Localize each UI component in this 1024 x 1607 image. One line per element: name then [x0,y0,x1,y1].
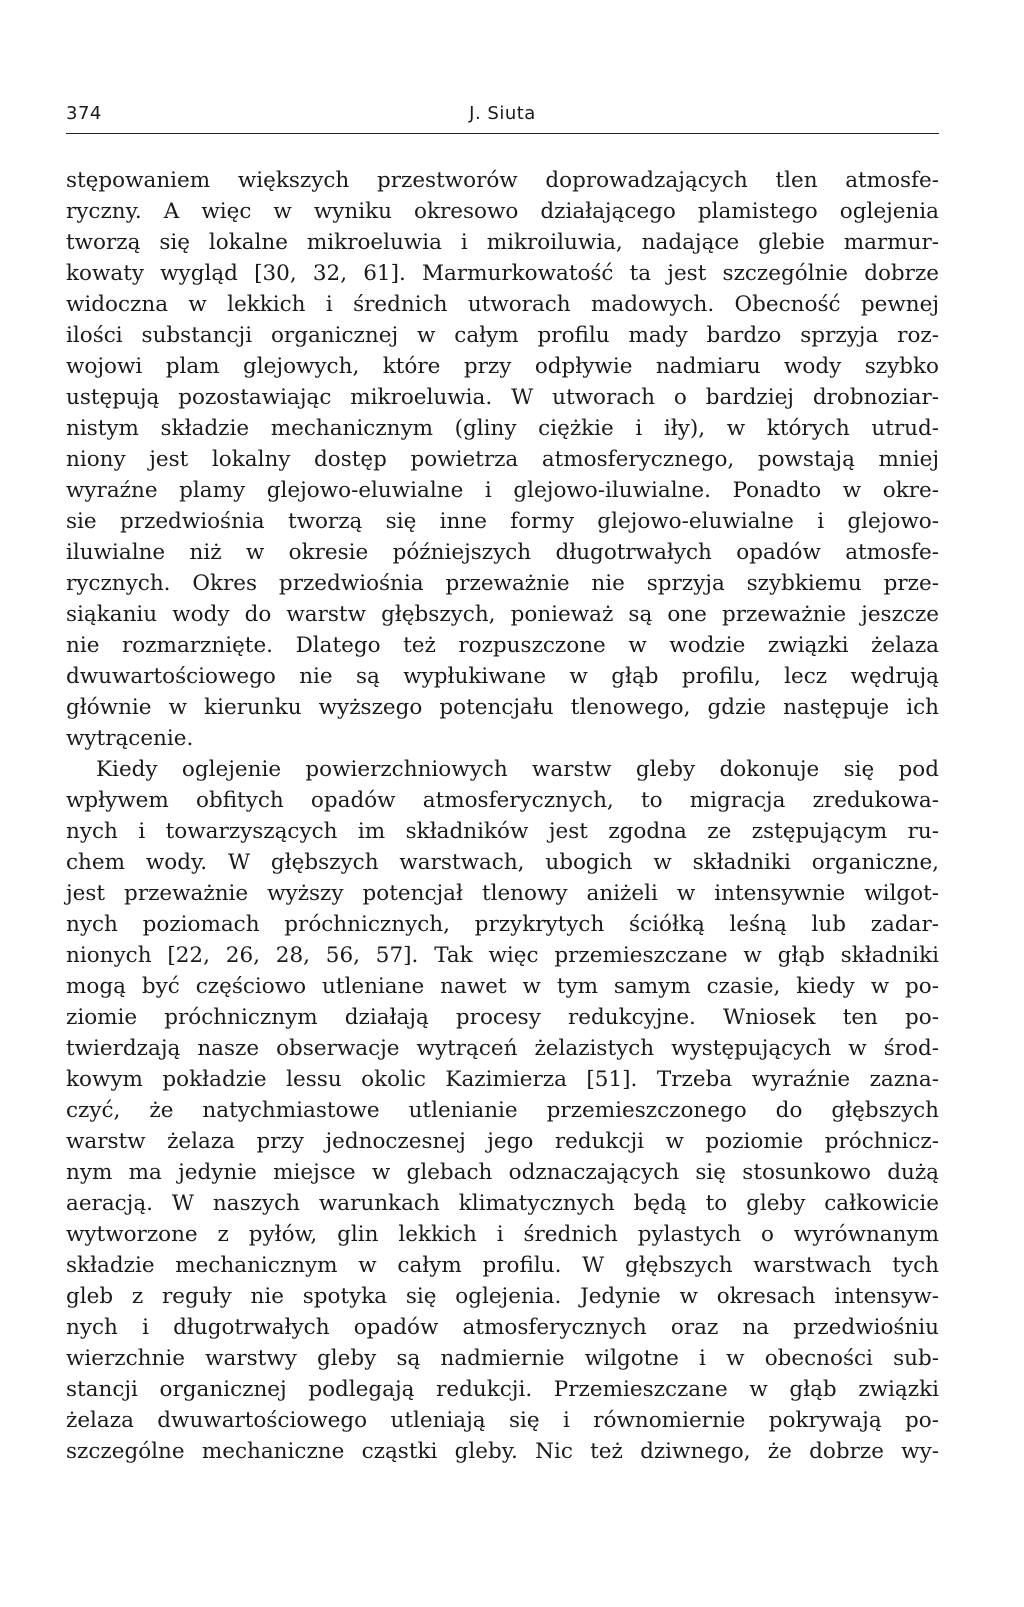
text-line: czyć, że natychmiastowe utlenianie przemieszczonego do głębszych [66,1098,939,1123]
text-line: głównie w kierunku wyższego potencjału tlenowego, gdzie następuje ich [66,695,939,720]
running-head-author: J. Siuta [469,103,536,124]
text-line: nistym składzie mechanicznym (gliny ciężkie i iły), w których utrud- [66,416,939,441]
text-line: nych i długotrwałych opadów atmosferycznych oraz na przedwiośniu [66,1315,939,1340]
text-line: tworzą się lokalne mikroeluwia i mikroiluwia, nadające glebie marmur- [66,230,939,255]
paragraph [66,754,939,1467]
body-text [66,165,939,1467]
text-line: twierdzają nasze obserwacje wytrąceń żelazistych występujących w środ- [66,1036,939,1061]
text-line: nionych [22, 26, 28, 56, 57]. Tak więc przemieszczane w głąb składniki [66,943,939,968]
text-line: widoczna w lekkich i średnich utworach madowych. Obecność pewnej [66,292,939,317]
text-line: Kiedy oglejenie powierzchniowych warstw gleby dokonuje się pod [96,757,939,782]
text-line: nym ma jedynie miejsce w glebach odznaczających się stosunkowo dużą [66,1160,939,1185]
text-line: szczególne mechaniczne cząstki gleby. Nic też dziwnego, że dobrze wy- [66,1439,939,1464]
text-line: aeracją. W naszych warunkach klimatycznych będą to gleby całkowicie [66,1191,939,1216]
text-line: dwuwartościowego nie są wypłukiwane w głąb profilu, lecz wędrują [66,664,939,689]
text-line: rycznych. Okres przedwiośnia przeważnie nie sprzyja szybkiemu prze- [66,571,939,596]
text-line: sie przedwiośnia tworzą się inne formy glejowo-eluwialne i glejowo- [66,509,939,534]
page-number: 374 [66,103,102,124]
text-line: wyraźne plamy glejowo-eluwialne i glejowo-iluwialne. Ponadto w okre- [66,478,939,503]
text-line: nych i towarzyszących im składników jest zgodna ze zstępującym ru- [66,819,939,844]
text-line: składzie mechanicznym w całym profilu. W głębszych warstwach tych [66,1253,939,1278]
page-header [66,103,939,134]
text-line: chem wody. W głębszych warstwach, ubogich w składniki organiczne, [66,850,939,875]
text-line: nych poziomach próchnicznych, przykrytych ściółką leśną lub zadar- [66,912,939,937]
text-line: wytrącenie. [66,726,194,751]
paragraph [66,165,939,754]
text-line: wojowi plam glejowych, które przy odpływie nadmiaru wody szybko [66,354,939,379]
text-line: stępowaniem większych przestworów doprowadzających tlen atmosfe- [66,168,939,193]
text-line: jest przeważnie wyższy potencjał tlenowy aniżeli w intensywnie wilgot- [66,881,939,906]
text-line: siąkaniu wody do warstw głębszych, ponieważ są one przeważnie jeszcze [66,602,939,627]
text-line: żelaza dwuwartościowego utleniają się i równomiernie pokrywają po- [66,1408,939,1433]
text-line: mogą być częściowo utleniane nawet w tym samym czasie, kiedy w po- [66,974,939,999]
text-line: nie rozmarznięte. Dlatego też rozpuszczone w wodzie związki żelaza [66,633,939,658]
text-line: wpływem obfitych opadów atmosferycznych, to migracja zredukowa- [66,788,939,813]
text-line: ilości substancji organicznej w całym profilu mady bardzo sprzyja roz- [66,323,939,348]
text-line: ryczny. A więc w wyniku okresowo działającego plamistego oglejenia [66,199,939,224]
text-line: gleb z reguły nie spotyka się oglejenia. Jedynie w okresach intensyw- [66,1284,939,1309]
text-line: stancji organicznej podlegają redukcji. Przemieszczane w głąb związki [66,1377,939,1402]
text-line: kowaty wygląd [30, 32, 61]. Marmurkowatość ta jest szczególnie dobrze [66,261,939,286]
text-line: kowym pokładzie lessu okolic Kazimierza [51]. Trzeba wyraźnie zazna- [66,1067,939,1092]
text-line: wytworzone z pyłów, glin lekkich i średnich pylastych o wyrównanym [66,1222,939,1247]
text-line: ustępują pozostawiając mikroeluwia. W utworach o bardziej drobnoziar- [66,385,939,410]
text-line: iluwialne niż w okresie późniejszych długotrwałych opadów atmosfe- [66,540,939,565]
text-line: ziomie próchnicznym działają procesy redukcyjne. Wniosek ten po- [66,1005,939,1030]
text-line: wierzchnie warstwy gleby są nadmiernie wilgotne i w obecności sub- [66,1346,939,1371]
text-line: niony jest lokalny dostęp powietrza atmosferycznego, powstają mniej [66,447,939,472]
text-line: warstw żelaza przy jednoczesnej jego redukcji w poziomie próchnicz- [66,1129,939,1154]
